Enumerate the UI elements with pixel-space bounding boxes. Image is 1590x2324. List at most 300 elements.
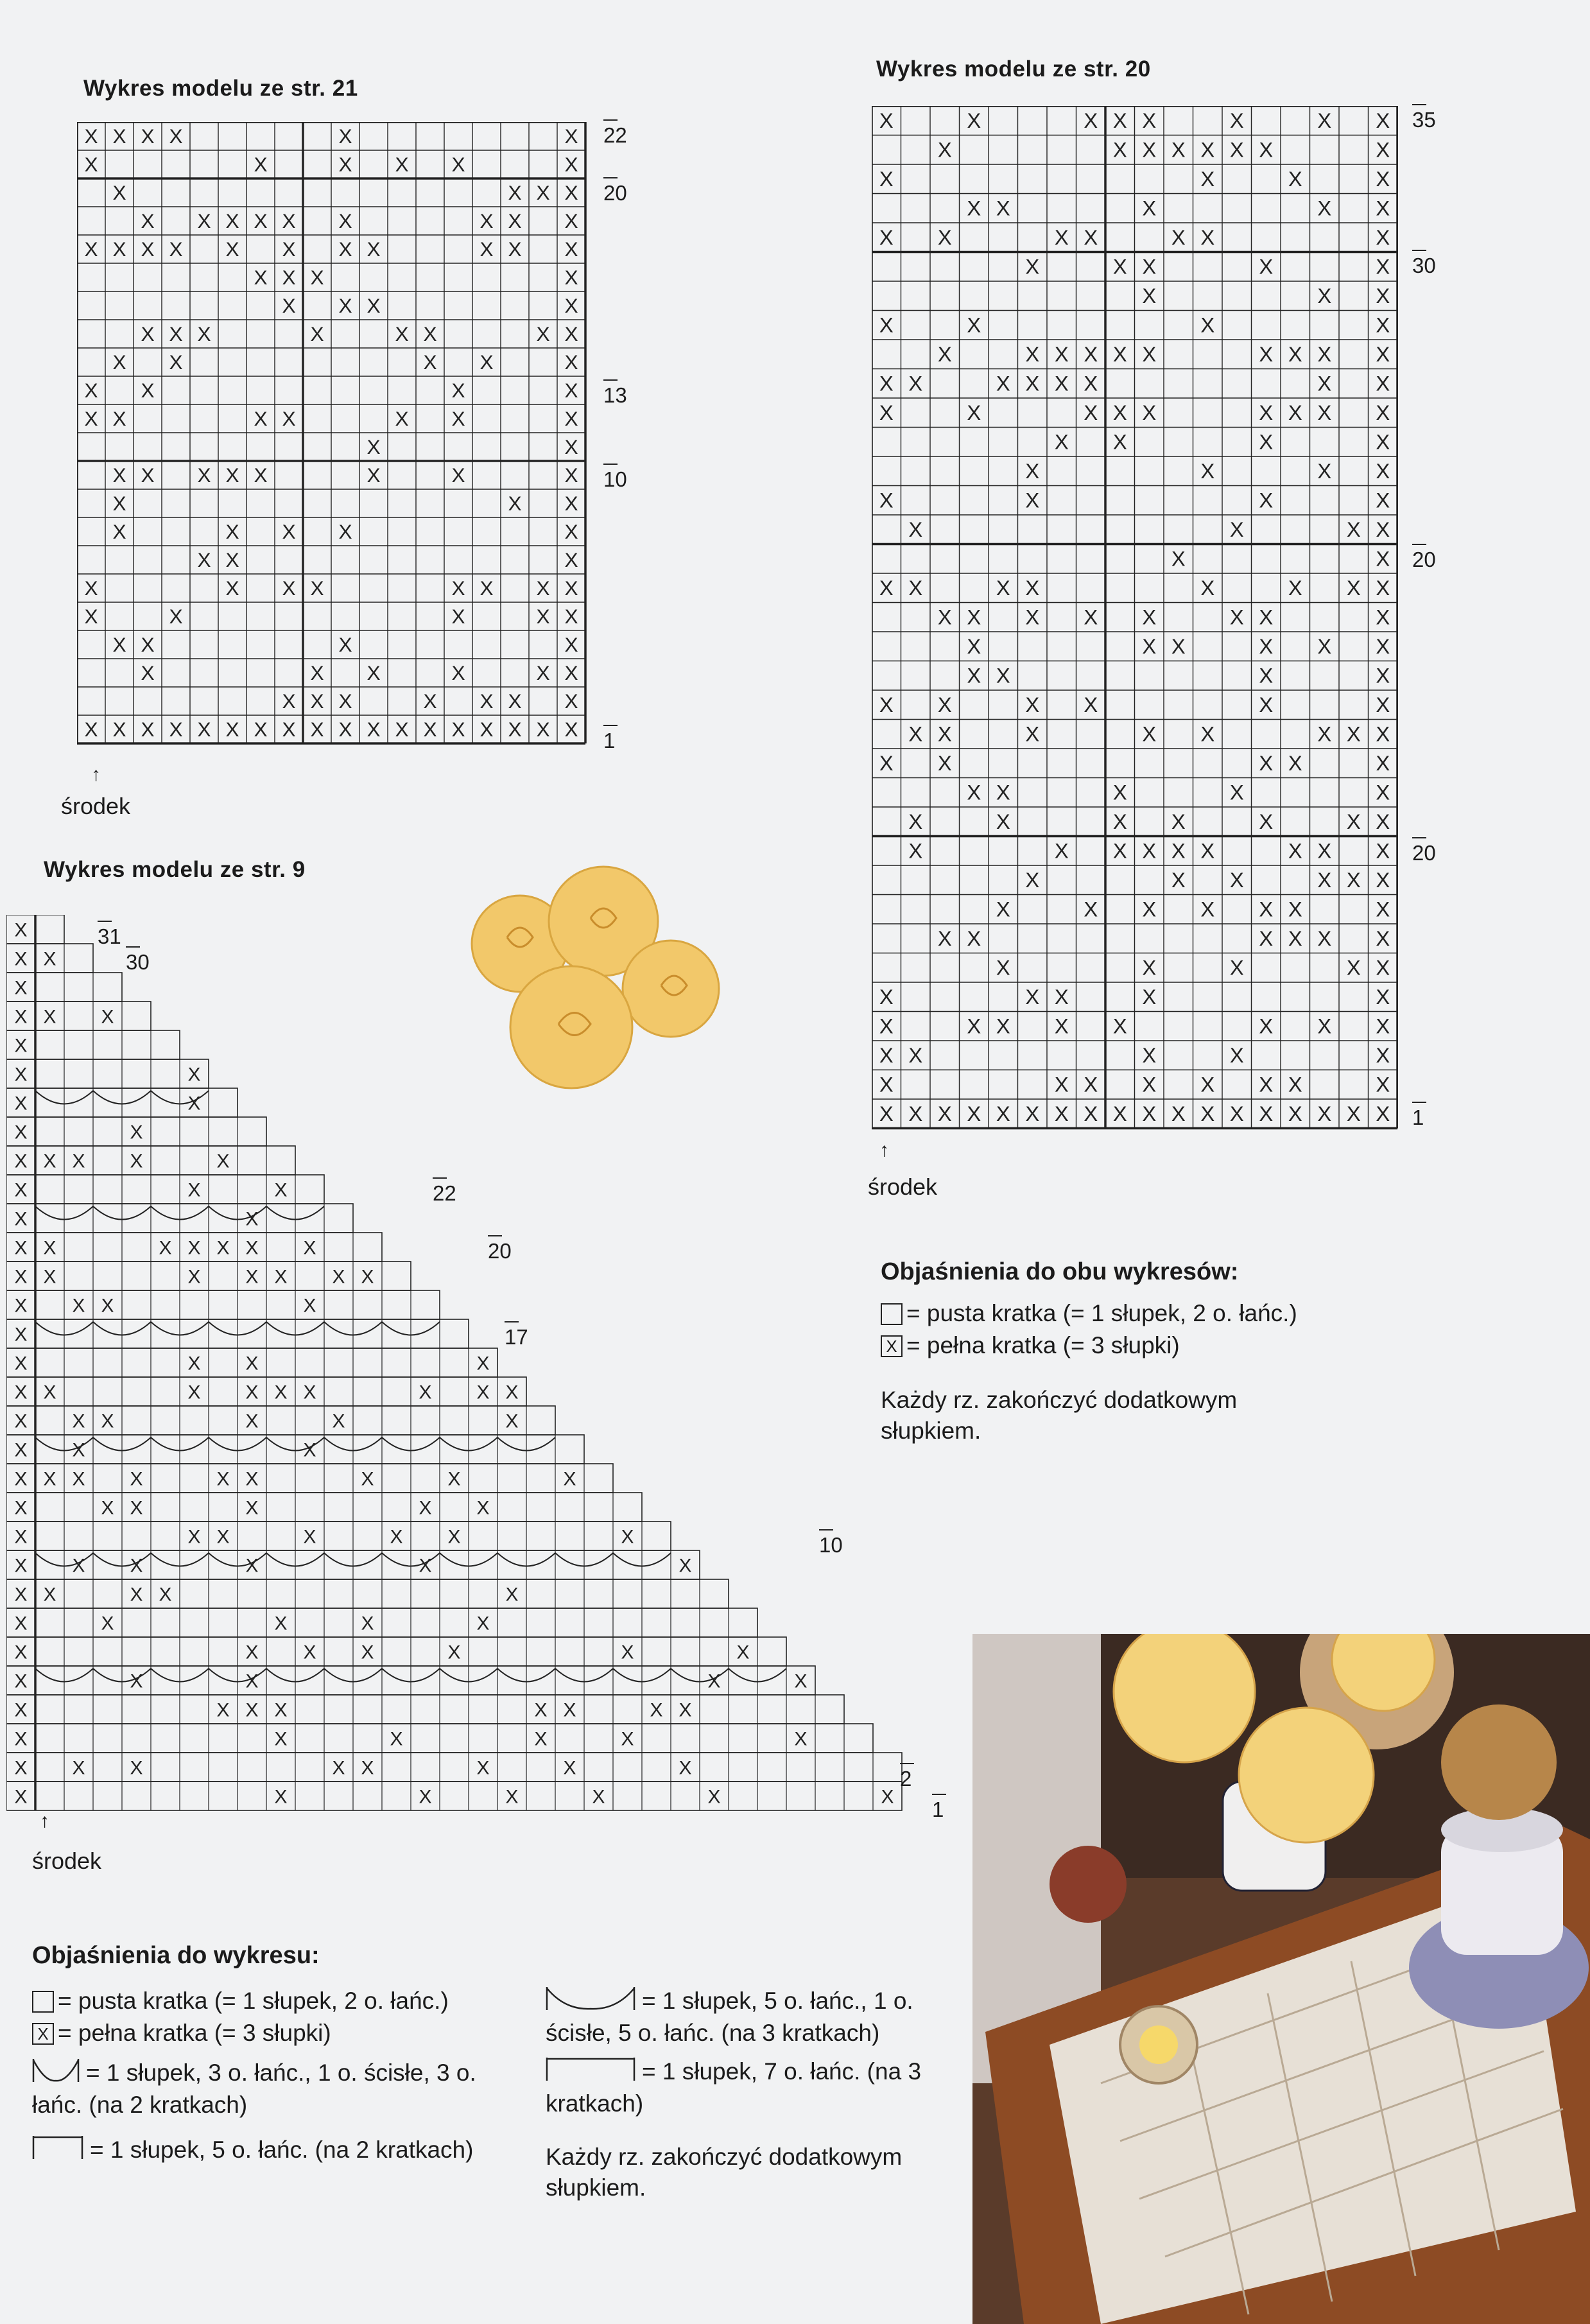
filled-cell-mark: X (338, 153, 352, 176)
filled-cell-mark: X (1112, 342, 1127, 367)
filled-cell-mark: X (225, 718, 239, 741)
filled-cell-mark: X (1229, 955, 1244, 980)
filled-cell-mark: X (43, 1150, 56, 1172)
filled-cell-mark: X (1229, 137, 1244, 162)
filled-cell-mark: X (395, 322, 409, 345)
filled-cell-mark: X (908, 371, 923, 395)
chart-21-row-13: 13 (603, 383, 627, 407)
filled-cell-mark: X (141, 379, 155, 402)
filled-cell-mark: X (1025, 722, 1040, 746)
filled-cell-mark: X (245, 1699, 259, 1721)
filled-cell-mark: X (1317, 108, 1332, 133)
filled-cell-mark: X (1376, 1043, 1390, 1068)
filled-cell-mark: X (1054, 838, 1069, 863)
filled-cell-mark: X (1376, 225, 1390, 250)
filled-cell-mark: X (1259, 401, 1274, 425)
filled-cell-mark: X (879, 225, 894, 250)
filled-cell-mark: X (1200, 167, 1215, 191)
filled-cell-mark: X (937, 605, 952, 629)
filled-cell-mark: X (505, 1382, 519, 1403)
chart-21-row-10: 10 (603, 467, 627, 491)
filled-cell-mark: X (14, 1699, 28, 1721)
filled-cell-mark: X (879, 371, 894, 395)
filled-cell-mark: X (967, 196, 981, 220)
filled-cell-mark: X (879, 985, 894, 1009)
filled-cell-mark: X (245, 1208, 259, 1230)
filled-cell-mark: X (245, 1642, 259, 1663)
filled-cell-mark: X (1376, 546, 1390, 571)
triple-arch-icon (546, 1986, 635, 2011)
filled-cell-mark: X (395, 407, 409, 430)
filled-cell-mark: X (169, 351, 183, 374)
chart-21-row-20: 20 (603, 181, 627, 205)
filled-cell-mark: X (141, 661, 155, 684)
filled-cell-mark: X (1025, 254, 1040, 279)
filled-cell-mark: X (536, 577, 550, 600)
legend-both-heading: Objaśnienia do obu wykresów: (881, 1258, 1239, 1285)
filled-cell-mark: X (130, 1584, 143, 1606)
filled-cell-mark: X (14, 1179, 28, 1201)
filled-cell-mark: X (1376, 634, 1390, 659)
filled-cell-mark: X (216, 1150, 230, 1172)
filled-cell-mark: X (1317, 838, 1332, 863)
filled-cell-mark: X (967, 313, 981, 337)
filled-cell-mark: X (563, 1757, 576, 1779)
filled-cell-mark: X (564, 181, 578, 204)
filled-cell-mark: X (1317, 634, 1332, 659)
filled-cell-mark: X (14, 1757, 28, 1779)
filled-cell-mark: X (338, 209, 352, 232)
filled-cell-mark: X (14, 1497, 28, 1519)
filled-cell-mark: X (282, 520, 296, 543)
filled-cell-mark: X (245, 1670, 259, 1692)
chart-9-row-17: 17 (505, 1325, 528, 1349)
filled-cell-mark: X (1025, 693, 1040, 717)
filled-cell-mark: X (112, 718, 126, 741)
filled-cell-mark: X (84, 379, 98, 402)
legend-single-heading: Objaśnienia do wykresu: (32, 1942, 320, 1969)
filled-cell-mark: X (1112, 429, 1127, 454)
filled-cell-mark: X (274, 1382, 288, 1403)
filled-cell-mark: X (141, 464, 155, 487)
filled-cell-mark: X (1171, 137, 1186, 162)
filled-cell-mark: X (534, 1728, 548, 1750)
filled-cell-mark: X (141, 209, 155, 232)
filled-cell-mark: X (84, 577, 98, 600)
filled-cell-mark: X (996, 1102, 1010, 1126)
filled-cell-mark: X (564, 266, 578, 289)
filled-cell-mark: X (1084, 897, 1098, 921)
filled-cell-mark: X (141, 125, 155, 148)
filled-cell-mark: X (72, 1295, 85, 1317)
filled-cell-mark: X (1229, 868, 1244, 892)
filled-cell-mark: X (1229, 1102, 1244, 1126)
filled-cell-mark: X (1142, 1043, 1157, 1068)
filled-cell-mark: X (937, 225, 952, 250)
filled-cell-mark: X (1288, 167, 1302, 191)
filled-cell-mark: X (423, 689, 437, 713)
filled-cell-mark: X (451, 407, 465, 430)
filled-cell-mark: X (451, 661, 465, 684)
filled-cell-mark: X (43, 1468, 56, 1490)
filled-cell-mark: X (879, 1072, 894, 1097)
chart-9-row-30: 30 (126, 950, 150, 974)
filled-cell-mark: X (367, 294, 381, 317)
filled-cell-mark: X (332, 1757, 345, 1779)
filled-cell-mark: X (1317, 1102, 1332, 1126)
filled-cell-mark: X (310, 322, 324, 345)
filled-cell-mark: X (996, 780, 1010, 804)
filled-cell-mark: X (1084, 225, 1098, 250)
filled-cell-mark: X (245, 1382, 259, 1403)
filled-cell-mark: X (1025, 342, 1040, 367)
filled-cell-mark: X (1376, 254, 1390, 279)
filled-cell-mark: X (1288, 897, 1302, 921)
filled-cell-mark: X (14, 1439, 28, 1461)
filled-cell-mark: X (84, 125, 98, 148)
filled-cell-mark: X (141, 633, 155, 656)
filled-cell-mark: X (736, 1642, 750, 1663)
filled-cell-mark: X (14, 919, 28, 941)
filled-cell-mark: X (338, 689, 352, 713)
filled-cell-mark: X (282, 577, 296, 600)
legend-single-full-text: = pełna kratka (= 3 słupki) (58, 2020, 331, 2046)
filled-cell-mark: X (564, 322, 578, 345)
filled-cell-mark: X (937, 751, 952, 776)
filled-cell-mark: X (1200, 137, 1215, 162)
filled-cell-mark: X (1376, 167, 1390, 191)
filled-cell-mark: X (480, 238, 494, 261)
filled-cell-mark: X (14, 948, 28, 970)
filled-cell-mark: X (112, 407, 126, 430)
filled-cell-mark: X (996, 371, 1010, 395)
filled-cell-mark: X (367, 464, 381, 487)
filled-cell-mark: X (14, 1468, 28, 1490)
filled-cell-mark: X (72, 1757, 85, 1779)
filled-cell-mark: X (1025, 605, 1040, 629)
legend-both-full-text: = pełna kratka (= 3 słupki) (906, 1332, 1180, 1358)
filled-cell-mark: X (1054, 371, 1069, 395)
yellow-roses-image (449, 860, 732, 1104)
filled-cell-mark: X (1171, 634, 1186, 659)
filled-cell-mark: X (338, 633, 352, 656)
filled-cell-mark: X (310, 661, 324, 684)
full-cell-icon (32, 2023, 54, 2045)
filled-cell-mark: X (1259, 810, 1274, 834)
filled-cell-mark: X (1142, 838, 1157, 863)
filled-cell-mark: X (187, 1353, 201, 1374)
filled-cell-mark: X (480, 577, 494, 600)
legend-single-arch3-text: = 1 słupek, 5 o. łańc., 1 o. ścisłe, 5 o. łańc. (na 3 kratkach) (546, 1988, 913, 2046)
filled-cell-mark: X (1259, 488, 1274, 512)
filled-cell-mark: X (879, 693, 894, 717)
filled-cell-mark: X (43, 1382, 56, 1403)
filled-cell-mark: X (1288, 576, 1302, 600)
filled-cell-mark: X (14, 1526, 28, 1548)
filled-cell-mark: X (678, 1555, 692, 1577)
filled-cell-mark: X (564, 209, 578, 232)
filled-cell-mark: X (14, 1584, 28, 1606)
chart-20-row-20b: 20 (1412, 841, 1436, 865)
filled-cell-mark: X (1346, 517, 1361, 542)
doily-tray-illustration (972, 1634, 1590, 2324)
filled-cell-mark: X (310, 689, 324, 713)
filled-cell-mark: X (282, 689, 296, 713)
filled-cell-mark: X (908, 1043, 923, 1068)
legend-single-empty-row (32, 1985, 514, 2017)
filled-cell-mark: X (245, 1266, 259, 1288)
legend-single-arch2-text: = 1 słupek, 3 o. łańc., 1 o. ścisłe, 3 o. łańc. (na 2 kratkach) (32, 2060, 476, 2118)
chart-21-center-arrow: ↑ (91, 764, 101, 785)
filled-cell-mark: X (1025, 1102, 1040, 1126)
filled-cell-mark: X (564, 153, 578, 176)
filled-cell-mark: X (967, 401, 981, 425)
filled-cell-mark: X (1084, 605, 1098, 629)
filled-cell-mark: X (564, 379, 578, 402)
filled-cell-mark: X (419, 1555, 432, 1577)
filled-cell-mark: X (1229, 1043, 1244, 1068)
filled-cell-mark: X (338, 238, 352, 261)
filled-cell-mark: X (197, 548, 211, 571)
filled-cell-mark: X (1171, 838, 1186, 863)
filled-cell-mark: X (1288, 838, 1302, 863)
filled-cell-mark: X (361, 1266, 374, 1288)
filled-cell-mark: X (14, 1410, 28, 1432)
filled-cell-mark: X (112, 238, 126, 261)
filled-cell-mark: X (508, 209, 522, 232)
filled-cell-mark: X (879, 488, 894, 512)
filled-cell-mark: X (1376, 313, 1390, 337)
filled-cell-mark: X (254, 464, 268, 487)
filled-cell-mark: X (1259, 1072, 1274, 1097)
filled-cell-mark: X (1259, 663, 1274, 688)
filled-cell-mark: X (678, 1757, 692, 1779)
filled-cell-mark: X (536, 322, 550, 345)
filled-cell-mark: X (451, 605, 465, 628)
filled-cell-mark: X (1376, 810, 1390, 834)
filled-cell-mark: X (423, 718, 437, 741)
filled-cell-mark: X (1054, 225, 1069, 250)
filled-cell-mark: X (564, 605, 578, 628)
filled-cell-mark: X (1259, 926, 1274, 951)
filled-cell-mark: X (1259, 897, 1274, 921)
filled-cell-mark: X (1112, 137, 1127, 162)
filled-cell-mark: X (1229, 605, 1244, 629)
filled-cell-mark: X (245, 1353, 259, 1374)
filled-cell-mark: X (84, 153, 98, 176)
filled-cell-mark: X (187, 1237, 201, 1259)
filled-cell-mark: X (1376, 838, 1390, 863)
filled-cell-mark: X (338, 718, 352, 741)
filled-cell-mark: X (130, 1555, 143, 1577)
filled-cell-mark: X (451, 464, 465, 487)
legend-single-note: Każdy rz. zakończyć dodatkowym słupkiem. (546, 2144, 903, 2201)
filled-cell-mark: X (508, 492, 522, 515)
filled-cell-mark: X (169, 718, 183, 741)
filled-cell-mark: X (794, 1728, 808, 1750)
filled-cell-mark: X (245, 1410, 259, 1432)
filled-cell-mark: X (367, 435, 381, 458)
filled-cell-mark: X (1376, 429, 1390, 454)
chart-20-center-label: środek (868, 1174, 938, 1200)
doily-tray-photo (972, 1634, 1590, 2324)
filled-cell-mark: X (476, 1497, 490, 1519)
filled-cell-mark: X (187, 1382, 201, 1403)
filled-cell-mark: X (1376, 342, 1390, 367)
filled-cell-mark: X (332, 1266, 345, 1288)
filled-cell-mark: X (1200, 1072, 1215, 1097)
filled-cell-mark: X (1200, 1102, 1215, 1126)
filled-cell-mark: X (1317, 371, 1332, 395)
filled-cell-mark: X (303, 1439, 316, 1461)
filled-cell-mark: X (130, 1497, 143, 1519)
filled-cell-mark: X (908, 838, 923, 863)
filled-cell-mark: X (367, 661, 381, 684)
filled-cell-mark: X (1171, 810, 1186, 834)
filled-cell-mark: X (187, 1266, 201, 1288)
filled-cell-mark: X (1317, 196, 1332, 220)
filled-cell-mark: X (1259, 1014, 1274, 1038)
filled-cell-mark: X (303, 1642, 316, 1663)
filled-cell-mark: X (101, 1295, 114, 1317)
legend-single-arch2-row (32, 2057, 514, 2121)
filled-cell-mark: X (14, 1237, 28, 1259)
filled-cell-mark: X (621, 1526, 634, 1548)
legend-both (881, 1258, 1458, 1446)
filled-cell-mark: X (1317, 722, 1332, 746)
filled-cell-mark: X (112, 464, 126, 487)
filled-cell-mark: X (1142, 985, 1157, 1009)
filled-cell-mark: X (43, 1584, 56, 1606)
filled-cell-mark: X (1376, 722, 1390, 746)
filled-cell-mark: X (564, 492, 578, 515)
filled-cell-mark: X (1376, 605, 1390, 629)
filled-cell-mark: X (1054, 1014, 1069, 1038)
filled-cell-mark: X (216, 1699, 230, 1721)
filled-cell-mark: X (536, 181, 550, 204)
filled-cell-mark: X (14, 1122, 28, 1143)
filled-cell-mark: X (480, 209, 494, 232)
filled-cell-mark: X (187, 1093, 201, 1114)
filled-cell-mark: X (187, 1526, 201, 1548)
filled-cell-mark: X (879, 313, 894, 337)
filled-cell-mark: X (1317, 284, 1332, 308)
filled-cell-mark: X (1112, 838, 1127, 863)
filled-cell-mark: X (908, 810, 923, 834)
chart-9-row-20: 20 (488, 1239, 512, 1263)
filled-cell-mark: X (508, 238, 522, 261)
filled-cell-mark: X (996, 955, 1010, 980)
filled-cell-mark: X (310, 718, 324, 741)
filled-cell-mark: X (879, 576, 894, 600)
filled-cell-mark: X (310, 266, 324, 289)
filled-cell-mark: X (1054, 342, 1069, 367)
filled-cell-mark: X (169, 238, 183, 261)
filled-cell-mark: X (112, 181, 126, 204)
filled-cell-mark: X (101, 1497, 114, 1519)
filled-cell-mark: X (908, 722, 923, 746)
filled-cell-mark: X (419, 1382, 432, 1403)
filled-cell-mark: X (1084, 401, 1098, 425)
filled-cell-mark: X (14, 1093, 28, 1114)
filled-cell-mark: X (1346, 810, 1361, 834)
filled-cell-mark: X (1200, 313, 1215, 337)
filled-cell-mark: X (1142, 284, 1157, 308)
filled-cell-mark: X (1200, 897, 1215, 921)
filled-cell-mark: X (505, 1410, 519, 1432)
filled-cell-mark: X (1259, 751, 1274, 776)
filled-cell-mark: X (794, 1670, 808, 1692)
filled-cell-mark: X (159, 1237, 172, 1259)
filled-cell-mark: X (282, 209, 296, 232)
filled-cell-mark: X (621, 1728, 634, 1750)
filled-cell-mark: X (303, 1295, 316, 1317)
chart-9-row-10: 10 (819, 1533, 843, 1557)
filled-cell-mark: X (338, 125, 352, 148)
filled-cell-mark: X (564, 351, 578, 374)
filled-cell-mark: X (423, 322, 437, 345)
filled-cell-mark: X (1142, 634, 1157, 659)
filled-cell-mark: X (1084, 1102, 1098, 1126)
filled-cell-mark: X (937, 342, 952, 367)
filled-cell-mark: X (967, 1102, 981, 1126)
filled-cell-mark: X (908, 517, 923, 542)
filled-cell-mark: X (967, 663, 981, 688)
filled-cell-mark: X (1346, 576, 1361, 600)
filled-cell-mark: X (254, 209, 268, 232)
filled-cell-mark: X (1376, 196, 1390, 220)
filled-cell-mark: X (101, 1613, 114, 1635)
filled-cell-mark: X (996, 196, 1010, 220)
filled-cell-mark: X (1376, 955, 1390, 980)
filled-cell-mark: X (1376, 693, 1390, 717)
filled-cell-mark: X (937, 926, 952, 951)
filled-cell-mark: X (1054, 1072, 1069, 1097)
filled-cell-mark: X (1142, 137, 1157, 162)
legend-single-bar3-text: = 1 słupek, 7 o. łańc. (na 3 kratkach) (546, 2058, 922, 2117)
filled-cell-mark: X (1200, 225, 1215, 250)
filled-cell-mark: X (1317, 1014, 1332, 1038)
filled-cell-mark: X (43, 1237, 56, 1259)
filled-cell-mark: X (197, 718, 211, 741)
filled-cell-mark: X (564, 464, 578, 487)
filled-cell-mark: X (197, 209, 211, 232)
filled-cell-mark: X (303, 1526, 316, 1548)
filled-cell-mark: X (112, 492, 126, 515)
filled-cell-mark: X (1376, 985, 1390, 1009)
filled-cell-mark: X (1112, 401, 1127, 425)
filled-cell-mark: X (274, 1699, 288, 1721)
filled-cell-mark: X (245, 1237, 259, 1259)
filled-cell-mark: X (395, 718, 409, 741)
filled-cell-mark: X (937, 722, 952, 746)
filled-cell-mark: X (14, 1642, 28, 1663)
filled-cell-mark: X (1317, 459, 1332, 483)
filled-cell-mark: X (1259, 429, 1274, 454)
chart-9-row-31: 31 (98, 924, 121, 948)
filled-cell-mark: X (43, 1266, 56, 1288)
filled-cell-mark: X (505, 1786, 519, 1808)
chart-9-title: Wykres modelu ze str. 9 (44, 857, 306, 882)
chart-21-row-1: 1 (603, 729, 616, 752)
filled-cell-mark: X (1259, 634, 1274, 659)
filled-cell-mark: X (390, 1526, 403, 1548)
legend-single-bar3-row (546, 2056, 944, 2120)
filled-cell-mark: X (967, 108, 981, 133)
filled-cell-mark: X (225, 238, 239, 261)
filled-cell-mark: X (879, 1014, 894, 1038)
filled-cell-mark: X (1259, 693, 1274, 717)
